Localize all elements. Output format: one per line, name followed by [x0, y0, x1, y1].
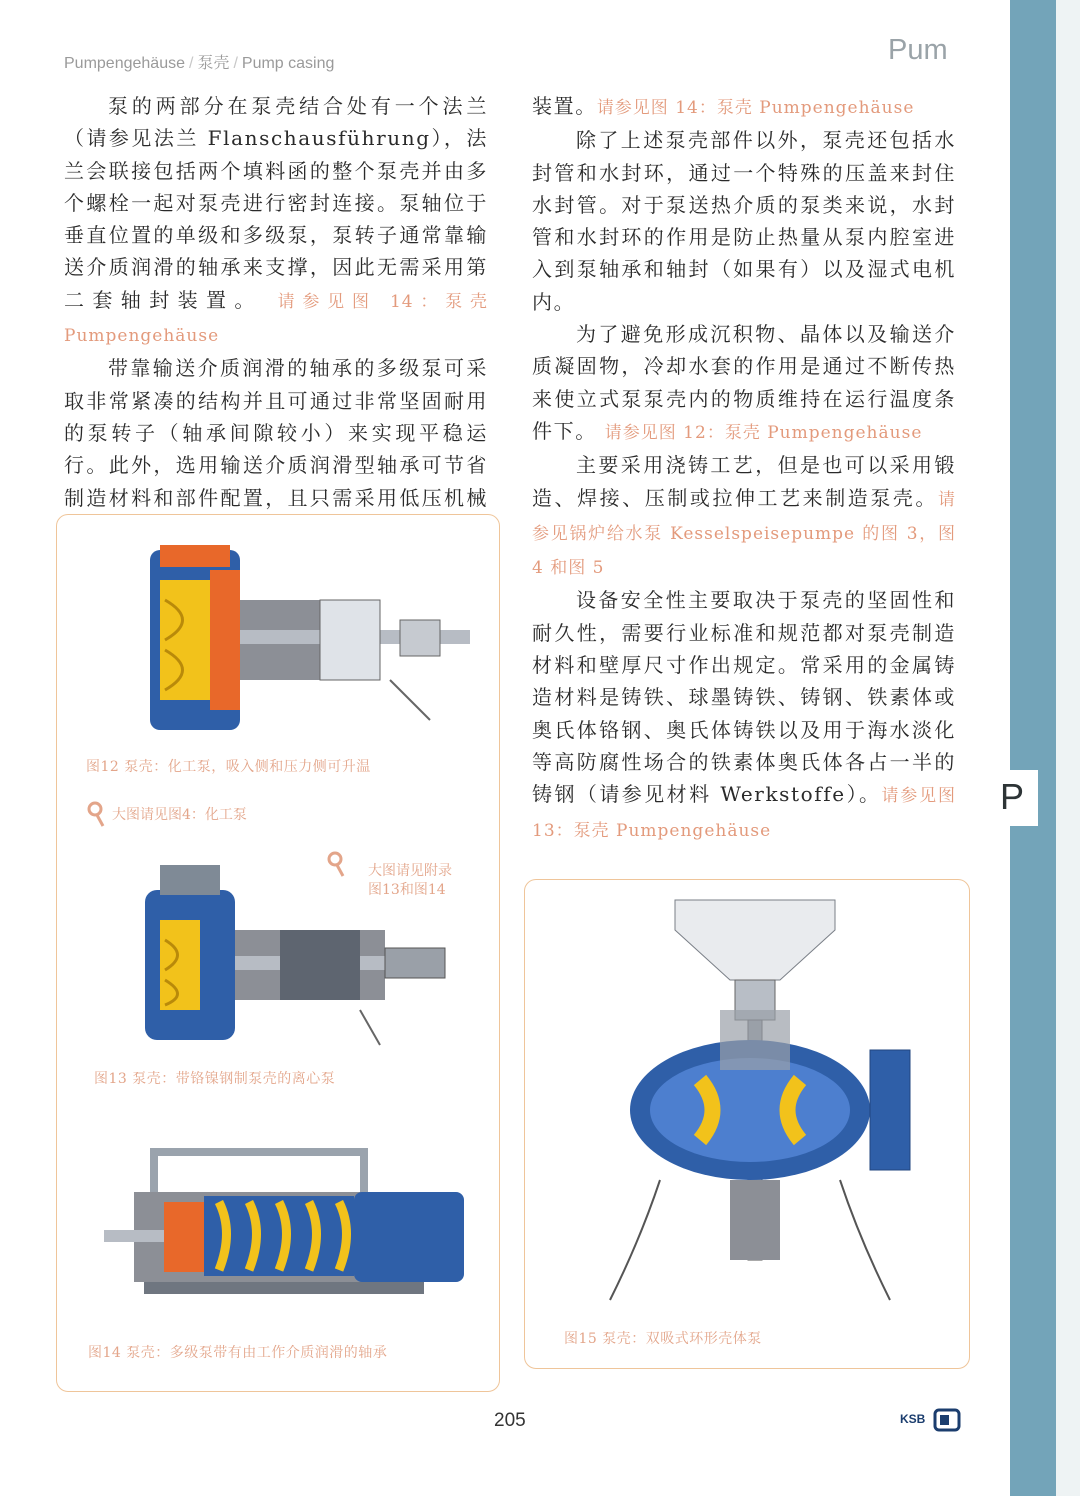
page-number: 205 [494, 1410, 526, 1431]
figure-12-note: 大图请见图4：化工泵 [112, 807, 247, 823]
paragraph [532, 584, 956, 846]
paragraph-text: 装置。 [532, 94, 597, 118]
paragraph-text: 主要采用浇铸工艺，但是也可以采用锻造、焊接、压制或拉伸工艺来制造泵壳。 [532, 453, 956, 510]
cross-reference: 请参见图 13：泵壳 Pumpengehäuse [532, 786, 956, 841]
header-en: Pump casing [241, 55, 335, 72]
cross-reference: 请参见图 12：泵壳 Pumpengehäuse [604, 422, 923, 443]
figure-13-note-line: 图13和图14 [368, 882, 446, 898]
figure-12-caption: 图12 泵壳：化工泵，吸入侧和压力侧可升温 [86, 759, 371, 775]
thumb-tab-letter: P [1000, 776, 1025, 817]
paragraph [532, 124, 956, 318]
figure-14-multistage-pump-drawing [104, 1132, 464, 1322]
figure-13-caption: 图13 泵壳：带铬镍钢制泵壳的离心泵 [94, 1071, 336, 1087]
paragraph-text: 为了避免形成沉积物、晶体以及输送介质凝固物，冷却水套的作用是通过不断传热来使立式泵泵壳内的物质维持在运行温度条件下。 [532, 322, 956, 443]
paragraph-text: 设备安全性主要取决于泵壳的坚固性和耐久性，需要行业标准和规范都对泵壳制造材料和壁厚尺寸作出规定。常采用的金属铸造材料是铸铁、球墨铸铁、铸钢、铁素体或奥氏体铬钢、奥氏体铸铁以及用于海水淡化等高防腐性场合的铁素体奥氏体各占一半的铸钢（请参见材料 Werkstoffe）。 [532, 588, 956, 807]
paragraph [64, 90, 488, 352]
paragraph-text: 泵的两部分在泵壳结合处有一个法兰（请参见法兰 Flanschausführung），法兰会联接包括两个填料函的整个泵壳并由多个螺栓一起对泵壳进行密封连接。泵轴位于垂直位置的单级和多级泵，泵转子通常靠输送介质润滑的轴承来支撑，因此无需采用第二套轴封装置。 [64, 94, 488, 312]
ksb-logo-icon [934, 1409, 960, 1431]
figure-15-double-suction-pump-drawing [600, 890, 940, 1310]
paragraph [532, 449, 956, 584]
paragraph-text: 除了上述泵壳部件以外，泵壳还包括水封管和水封环，通过一个特殊的压盖来封住水封管。对于泵送热介质的泵类来说，水封管和水封环的作用是防止热量从泵内腔室进入到泵轴承和轴封（如果有）以及湿式电机内。 [532, 128, 956, 314]
paragraph [532, 90, 956, 124]
page-edge [1056, 0, 1080, 1496]
figure-13-centrifugal-pump-drawing [130, 860, 450, 1060]
cross-reference: 请参见图 14：泵壳 Pumpengehäuse [596, 98, 915, 118]
thumb-index-band [1010, 0, 1056, 1496]
running-header: Pumpengehäuse / 泵壳 / Pump casing [64, 55, 335, 72]
magnifier-icon [86, 800, 106, 828]
paragraph-text: 带靠输送介质润滑的轴承的多级泵可采取非常紧凑的结构并且可通过非常坚固耐用的泵转子（轴承间隙较小）来实现平稳运行。此外，选用输送介质润滑型轴承可节省制造材料和部件配置，且只需采用低压机械 [64, 356, 488, 510]
cross-reference: 请参见图 14：泵壳 Pumpengehäuse [64, 291, 488, 347]
paragraph [532, 318, 956, 449]
figure-12-chemical-pump-drawing [140, 540, 480, 740]
cross-reference: 请参见锅炉给水泵 Kesselspeisepumpe 的图 3，图 4 和图 5 [532, 489, 956, 579]
figure-15-caption: 图15 泵壳：双吸式环形壳体泵 [564, 1331, 762, 1347]
figure-14-caption: 图14 泵壳：多级泵带有由工作介质润滑的轴承 [88, 1345, 388, 1361]
header-zh: 泵壳 [197, 55, 230, 72]
header-de: Pumpengehäuse [64, 55, 185, 72]
figure-13-note-line: 大图请见附录 [368, 863, 452, 879]
left-text-column [64, 90, 488, 546]
ksb-logo-text: KSB [900, 1412, 926, 1426]
section-header: Pum [888, 34, 948, 66]
right-text-column [532, 90, 956, 847]
